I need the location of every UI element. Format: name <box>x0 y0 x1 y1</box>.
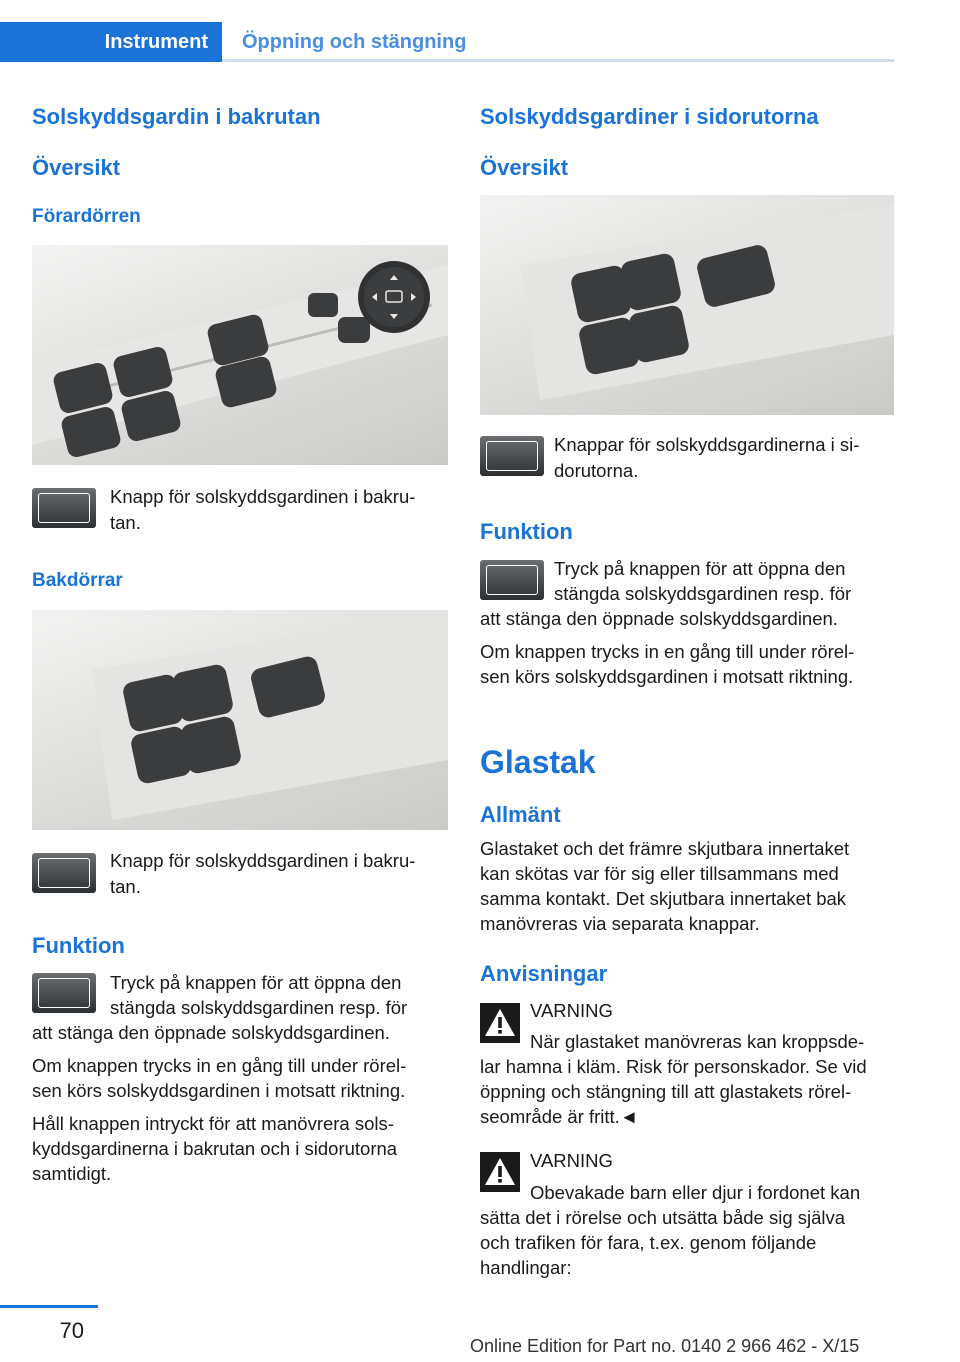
text-line: När glastaket manövreras kan kroppsde- <box>530 1031 865 1052</box>
text-line: stängda solskyddsgardinen resp. för <box>554 583 852 604</box>
caption-line: Knapp för solskyddsgardinen i bakru- <box>110 850 416 871</box>
text-line: Glastaket och det främre skjutbara innertaket <box>480 838 850 859</box>
heading-overview: Översikt <box>480 155 569 180</box>
tab-opening-closing[interactable]: Öppning och stängning <box>242 31 467 53</box>
driver-door-switch-illustration <box>32 245 448 465</box>
tab-instrument[interactable]: Instrument <box>0 22 222 62</box>
text-line: Tryck på knappen för att öppna den <box>554 558 846 579</box>
footer-edition: Online Edition for Part no. 0140 2 966 462 - X/15 <box>470 1336 860 1356</box>
heading-rear-doors: Bakdörrar <box>32 570 123 591</box>
heading-general: Allmänt <box>480 802 561 827</box>
side-blind-button-icon <box>480 436 544 476</box>
section-title-rear-blind: Solskyddsgardin i bakrutan <box>32 104 321 129</box>
text-line: Om knappen trycks in en gång till under rörel- <box>32 1055 407 1076</box>
heading-function: Funktion <box>480 519 573 544</box>
caption-line: dorutorna. <box>554 460 639 481</box>
header-tabbar <box>0 0 894 62</box>
driver-door-switch-photo <box>32 245 448 465</box>
side-window-switch-photo <box>480 195 894 415</box>
rear-door-switch-photo <box>32 610 448 830</box>
warning-text-1 <box>530 1029 900 1054</box>
warning-text-2-cont <box>480 1205 900 1280</box>
text-line: manövreras via separata knappar. <box>480 913 760 934</box>
caption-line: tan. <box>110 876 141 897</box>
function-text <box>110 970 450 1020</box>
text-line: Tryck på knappen för att öppna den <box>110 972 402 993</box>
caption-side-windows <box>554 432 859 484</box>
text-line: att stänga den öppnade solskyddsgardinen. <box>480 608 838 629</box>
warning-icon <box>480 1152 520 1192</box>
caption-driver-door <box>110 484 415 536</box>
rear-blind-button-icon <box>32 973 96 1013</box>
text-line: samma kontakt. Det skjutbara innertaket bak <box>480 888 847 909</box>
footer-accent-line <box>0 1305 98 1308</box>
paragraph-general <box>480 836 894 936</box>
page-number: 70 <box>59 1318 84 1343</box>
heading-function: Funktion <box>32 933 125 958</box>
heading-notes: Anvisningar <box>480 961 608 986</box>
text-line: lar hamna i kläm. Risk för personskador. Se vid <box>480 1056 867 1077</box>
text-line: sätta det i rörelse och utsätta både sig själva <box>480 1207 846 1228</box>
text-line: öppning och stängning till att glastakets rörel- <box>480 1081 852 1102</box>
text-line: kyddsgardinerna i bakrutan och i sidorutorna <box>32 1138 398 1159</box>
text-line: att stänga den öppnade solskyddsgardinen. <box>32 1022 390 1043</box>
paragraph-hold <box>32 1111 452 1186</box>
warning-text-2 <box>530 1180 900 1205</box>
caption-line: Knapp för solskyddsgardinen i bakru- <box>110 486 416 507</box>
function-text-cont <box>480 606 894 631</box>
text-line: stängda solskyddsgardinen resp. för <box>110 997 408 1018</box>
paragraph-reverse <box>480 639 894 689</box>
caption-rear-doors <box>110 848 415 900</box>
text-line: Om knappen trycks in en gång till under rörel- <box>480 641 855 662</box>
text-line: sen körs solskyddsgardinen i motsatt riktning. <box>32 1080 406 1101</box>
paragraph-reverse <box>32 1053 452 1103</box>
warning-label: VARNING <box>530 1150 613 1171</box>
warning-label: VARNING <box>530 1000 613 1021</box>
caption-line: Knappar för solskyddsgardinerna i si- <box>554 434 860 455</box>
warning-icon <box>480 1003 520 1043</box>
caption-line: tan. <box>110 512 141 533</box>
heading-overview: Översikt <box>32 155 121 180</box>
header-divider <box>222 59 894 62</box>
function-text-cont <box>32 1020 452 1045</box>
side-window-switch-illustration <box>480 195 894 415</box>
section-title-side-blinds: Solskyddsgardiner i sidorutorna <box>480 104 819 129</box>
text-line: Håll knappen intryckt för att manövrera sols- <box>32 1113 394 1134</box>
text-line: handlingar: <box>480 1257 572 1278</box>
section-title-glass-roof: Glastak <box>480 744 596 780</box>
rear-door-switch-illustration <box>32 610 448 830</box>
text-line: kan skötas var för sig eller tillsammans med <box>480 863 839 884</box>
text-line: och trafiken för fara, t.ex. genom följande <box>480 1232 817 1253</box>
rear-blind-button-icon <box>32 853 96 893</box>
warning-text-1-cont <box>480 1054 900 1129</box>
text-line: seområde är fritt.◄ <box>480 1106 639 1127</box>
text-line: samtidigt. <box>32 1163 112 1184</box>
text-line: Obevakade barn eller djur i fordonet kan <box>530 1182 861 1203</box>
text-line: sen körs solskyddsgardinen i motsatt riktning. <box>480 666 854 687</box>
heading-driver-door: Förardörren <box>32 206 141 227</box>
side-blind-button-icon <box>480 560 544 600</box>
function-text <box>554 556 894 606</box>
rear-blind-button-icon <box>32 488 96 528</box>
